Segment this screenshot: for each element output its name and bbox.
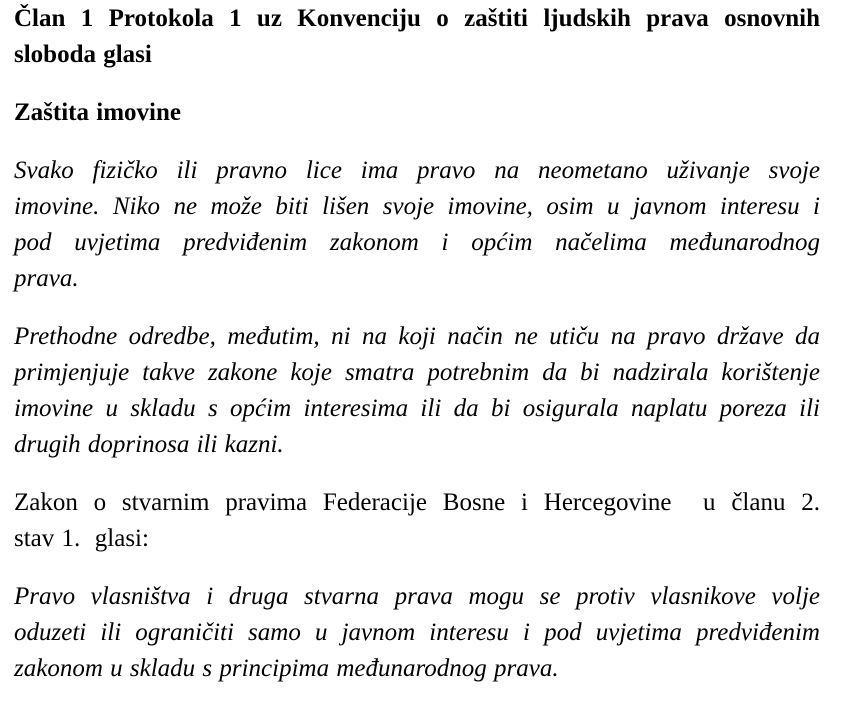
text-line: pod uvjetima predviđenim zakonom i općim načelima međunarodnog <box>14 229 820 256</box>
text-line: Pravo vlasništva i druga stvarna prava mogu se protiv vlasnikove volje <box>14 583 820 610</box>
text-line: Svako fizičko ili pravno lice ima pravo na neometano uživanje svoje <box>14 157 820 184</box>
text-line: Zakon o stvarnim pravima Federacije Bosne i Hercegovine u članu 2. <box>14 489 820 516</box>
subheading <box>14 95 820 131</box>
text-line: sloboda glasi <box>14 41 152 68</box>
text-line: zakonom u skladu s principima međunarodnog prava. <box>14 655 559 682</box>
text-line: primjenjuje takve zakone koje smatra potrebnim da bi nadzirala korištenje <box>14 359 820 386</box>
heading <box>14 1 820 73</box>
text-line: imovine. Niko ne može biti lišen svoje imovine, osim u javnom interesu i <box>14 193 820 220</box>
quote-paragraph-1 <box>14 153 820 297</box>
quote-paragraph-3 <box>14 579 820 687</box>
body-paragraph <box>14 485 820 557</box>
text-line: imovine u skladu s općim interesima ili da bi osigurala naplatu poreza ili <box>14 395 820 422</box>
text-line: Prethodne odredbe, međutim, ni na koji način ne utiču na pravo države da <box>14 323 820 350</box>
text-line: Zaštita imovine <box>14 99 181 126</box>
text-line: prava. <box>14 265 79 292</box>
text-line: drugih doprinosa ili kazni. <box>14 431 284 458</box>
text-line: stav 1. glasi: <box>14 525 149 552</box>
text-line: oduzeti ili ograničiti samo u javnom interesu i pod uvjetima predviđenim <box>14 619 820 646</box>
text-line: Član 1 Protokola 1 uz Konvenciju o zaštiti ljudskih prava osnovnih <box>14 5 820 32</box>
quote-paragraph-2 <box>14 319 820 463</box>
